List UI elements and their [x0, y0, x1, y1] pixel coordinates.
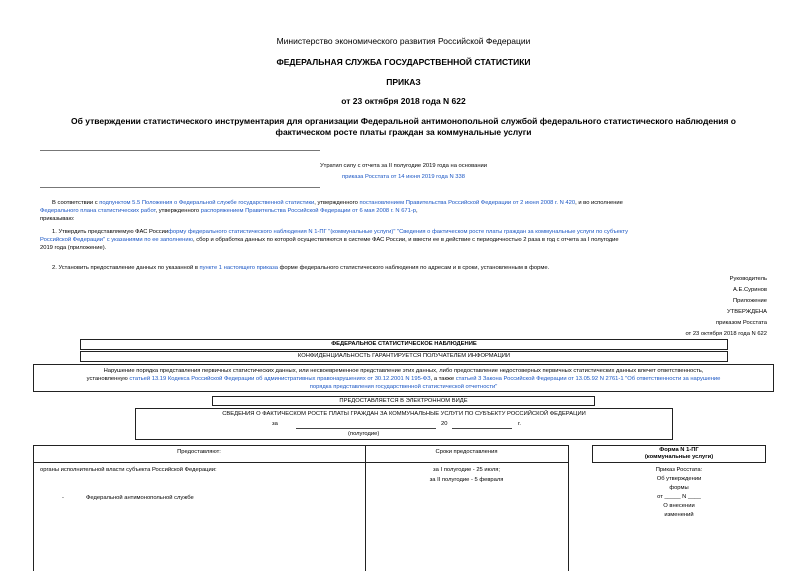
signature-name: А.Е.Суринов	[733, 287, 767, 293]
item2-link-point[interactable]: пункте 1 настоящего приказа	[199, 265, 278, 271]
service-name: ФЕДЕРАЛЬНАЯ СЛУЖБА ГОСУДАРСТВЕННОЙ СТАТИСТИКИ	[276, 57, 531, 67]
paragraph-item2	[40, 264, 770, 272]
lapsed-note: Утратил силу с отчета за II полугодие 2019 года на основании	[320, 163, 487, 169]
violation-line1: Нарушение порядка представления первичных статистических данных, или несвоевременное представление этих данных, либо предоставление недостоверных первичных статистических данных влечет ответственность,	[103, 368, 704, 374]
orders-text: приказываю:	[40, 216, 75, 222]
period-line[interactable]	[296, 428, 436, 429]
order-ref-line: от _____ N ____	[657, 494, 701, 500]
separator-top	[40, 150, 320, 151]
report-title: СВЕДЕНИЯ О ФАКТИЧЕСКОМ РОСТЕ ПЛАТЫ ГРАЖДАН ЗА КОММУНАЛЬНЫЕ УСЛУГИ ПО СУБЪЕКТУ РОССИЙСКОЙ ФЕДЕРАЦИИ	[222, 411, 586, 417]
basis-link-regulation[interactable]: подпунктом 5.5 Положения о Федеральной службе государственной статистики	[99, 200, 315, 206]
order-ref-line: О внесении	[663, 503, 695, 509]
period-za: за	[272, 421, 278, 427]
violation-link-law-cont[interactable]: порядка представления государственной статистической отчетности"	[309, 384, 498, 390]
ministry-name: Министерство экономического развития Российской Федерации	[276, 36, 531, 46]
item1-text-d: 2019 года (приложение).	[40, 245, 107, 251]
year-prefix: 20	[441, 421, 448, 427]
form-number-l2: (коммунальные услуги)	[644, 454, 714, 460]
signature-role: Руководитель	[729, 276, 767, 282]
row-recipient: Федеральной антимонопольной службе	[86, 495, 194, 501]
confidential-banner: КОНФИДЕНЦИАЛЬНОСТЬ ГАРАНТИРУЕТСЯ ПОЛУЧАТЕЛЕМ ИНФОРМАЦИИ	[80, 351, 728, 362]
order-ref-block	[612, 466, 746, 520]
basis-link-order[interactable]: распоряжением Правительства Российской Федерации от 6 мая 2008 г. N 671-р	[200, 208, 417, 214]
doc-type: ПРИКАЗ	[386, 77, 421, 87]
deadline-second-half: за II полугодие - 5 февраля	[429, 477, 504, 483]
appendix-label: Приложение	[732, 298, 767, 304]
doc-title-line2: фактическом росте платы граждан за коммунальные услуги	[275, 127, 532, 137]
item1-link-form[interactable]: форму федерального статистического наблюдения N 1-ПГ "(коммунальные услуги)"	[168, 229, 396, 235]
violation-link-koap[interactable]: статьей 13.19 Кодекса Российской Федерации об административных правонарушениях от 30.12.2001 N 195-ФЗ	[129, 376, 431, 382]
row-submitter: органы исполнительной власти субъекта Российской Федерации:	[40, 467, 217, 473]
order-ref-line: Приказ Росстата:	[655, 467, 703, 473]
table-right-border	[568, 445, 569, 571]
doc-title-line1: Об утверждении статистического инструментария для организации Федеральной антимонопольной службой федерального статистического наблюдения о	[71, 116, 736, 126]
form-number-l1: Форма N 1-ПГ	[659, 447, 699, 453]
separator-bottom	[40, 187, 320, 188]
report-title-box	[135, 408, 673, 440]
table-mid-border	[365, 445, 366, 571]
item1-link-info[interactable]: "Сведения о фактическом росте платы граждан за коммунальные услуги по субъекту	[397, 229, 629, 235]
violation-line2a: установленную	[86, 376, 130, 382]
order-ref-line: изменений	[664, 512, 694, 518]
basis-text-a: В соответствии с	[52, 200, 100, 206]
row-recipient-dash: -	[62, 495, 64, 501]
violation-line2b: , а также	[430, 376, 456, 382]
deadline-first-half: за I полугодие - 25 июля;	[433, 467, 500, 473]
item1-text-c: , сбор и обработка данных по которой осуществляются в системе ФАС России, и ввести ее в действие с периодичностью 2 раза в год с отчета за I полугодие	[192, 237, 619, 243]
basis-link-decree[interactable]: постановлением Правительства Российской Федерации от 2 июня 2008 г. N 420	[359, 200, 576, 206]
item2-text-a: 2. Установить предоставление данных по указанной в	[52, 265, 200, 271]
basis-text-c: , и во исполнение	[575, 200, 623, 206]
appendix-approved: УТВЕРЖДЕНА	[727, 309, 767, 315]
col-submit-header: Предоставляют:	[177, 449, 221, 455]
paragraph-basis	[40, 199, 770, 223]
item1-link-info-cont[interactable]: Российской Федерации" с указаниями по ее заполнению	[40, 237, 193, 243]
period-hint: (полугодие)	[348, 431, 380, 437]
doc-date-number: от 23 октября 2018 года N 622	[341, 96, 466, 106]
order-ref-line: Об утверждении	[656, 476, 702, 482]
item2-text-b: форме федерального статистического наблюдения по адресам и в сроки, установленным в форме.	[277, 265, 550, 271]
violation-box	[33, 364, 774, 392]
signature-block	[685, 275, 767, 338]
violation-link-law[interactable]: статьей 3 Закона Российской Федерации от 13.05.92 N 2761-1 "Об ответственности за нарушение	[455, 376, 721, 382]
lapsed-link[interactable]: приказа Росстата от 14 июня 2019 года N 338	[342, 174, 465, 180]
year-line[interactable]	[452, 428, 512, 429]
basis-link-plan[interactable]: Федерального плана статистических работ	[40, 208, 156, 214]
fed-obs-banner: ФЕДЕРАЛЬНОЕ СТАТИСТИЧЕСКОЕ НАБЛЮДЕНИЕ	[80, 339, 728, 350]
appendix-date: от 23 октября 2018 года N 622	[685, 331, 767, 337]
year-suffix: г.	[518, 421, 522, 427]
item1-text-a: 1. Утвердить представляемую ФАС России	[52, 229, 169, 235]
basis-text-e: ,	[416, 208, 418, 214]
table-header-border	[33, 462, 568, 463]
basis-text-d: , утвержденного	[155, 208, 201, 214]
electronic-banner: ПРЕДОСТАВЛЯЕТСЯ В ЭЛЕКТРОННОМ ВИДЕ	[212, 396, 595, 406]
paragraph-item1	[40, 228, 770, 252]
order-ref-line: формы	[669, 485, 689, 491]
form-number-box	[592, 445, 766, 463]
appendix-by: приказом Росстата	[716, 320, 767, 326]
basis-text-b: , утвержденного	[314, 200, 360, 206]
col-deadline-header: Сроки предоставления	[435, 449, 498, 455]
table-top-border	[33, 445, 568, 446]
table-left-border	[33, 445, 34, 571]
